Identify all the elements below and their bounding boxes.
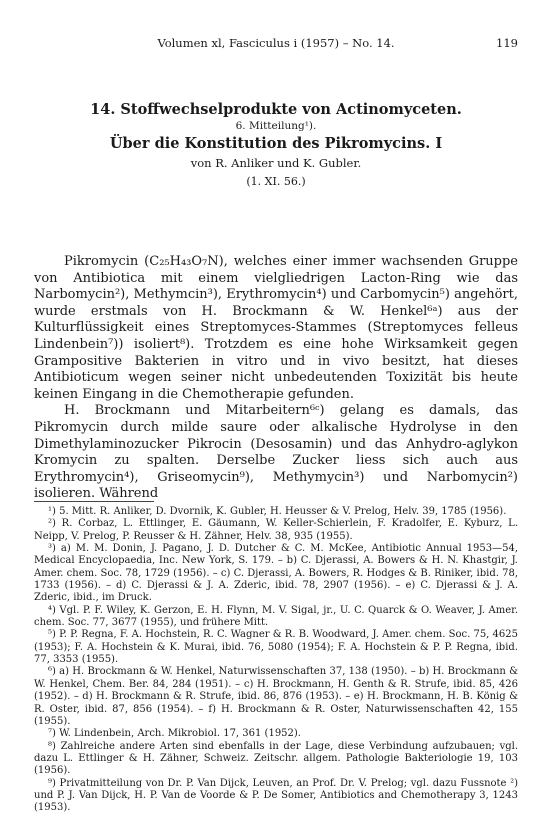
article-title-block	[34, 100, 518, 191]
footnote: ⁴) Vgl. P. F. Wiley, K. Gerzon, E. H. Flynn, M. V. Sigal, jr., U. C. Quarck & O. Weaver, J. Amer. chem. Soc. 77, 3677 (1955), und frühere Mitt.	[34, 604, 518, 629]
article-series-title: 14. Stoffwechselprodukte von Actinomyceten.	[90, 101, 462, 118]
footnote: ⁶) a) H. Brockmann & W. Henkel, Naturwissenschaften 37, 138 (1950). – b) H. Brockmann & W. Henkel, Chem. Ber. 84, 284 (1951). – c) H. Brockmann, H. Genth & R. Strufe, ibid. 85, 426 (1952). – d) H. Brockmann & R. Strufe, ibid. 86, 876 (1953). – e) H. Brockmann, H. B. König & R. Oster, ibid. 87, 856 (1954). – f) H. Brockmann & R. Oster, Naturwissenschaften 42, 155 (1955).	[34, 666, 518, 727]
footnote: ⁵) P. P. Regna, F. A. Hochstein, R. C. Wagner & R. B. Woodward, J. Amer. chem. Soc. 75, 4625 (1953); F. A. Hochstein & K. Murai, ibid. 76, 5080 (1954); F. A. Hochstein & P. P. Regna, ibid. 77, 3353 (1955).	[34, 629, 518, 666]
body-paragraph: Pikromycin (C₂₅H₄₃O₇N), welches einer immer wachsenden Gruppe von Antibiotica mit einem vielgliedrigen Lacton-Ring wie das Narbomycin²), Methymcin³), Erythromycin⁴) und Carbomycin⁵) angehört, wurde erstmals von H. Brockmann & W. Henkel⁶ᵃ) aus der Kulturflüssigkeit eines Streptomyces-Stammes (Streptomyces felleus Lindenbein⁷)) isoliert⁸). Trotzdem es eine hohe Wirksamkeit gegen Grampositive Bakterien in vitro und in vivo besitzt, hat dieses Antibioticum wegen seiner nicht unbedeutenden Toxizität bis heute keinen Eingang in die Chemotherapie gefunden.	[34, 254, 518, 402]
footnotes	[34, 506, 518, 815]
footnote-divider	[34, 501, 154, 502]
article-authors: von R. Anliker und K. Gubler.	[190, 156, 362, 170]
body-paragraph: H. Brockmann und Mitarbeitern⁶ᶜ) gelang es damals, das Pikromycin durch milde saure oder alkalische Hydrolyse in den Dimethylaminozucker Pikrocin (Desosamin) und das Anhydro-aglykon Kromycin zu spalten. Derselbe Zucker liess sich auch aus Erythromycin⁴), Griseomycin⁹), Methymycin³) und Narbomycin²) isolieren. Während	[34, 403, 518, 502]
footnote: ⁸) Zahlreiche andere Arten sind ebenfalls in der Lage, diese Verbindung aufzubauen; vgl. dazu L. Ettlinger & H. Zähner, Schweiz. Zeitschr. allgem. Pathologie Bakteriologie 19, 103 (1956).	[34, 740, 518, 777]
footnote: ³) a) M. M. Donin, J. Pagano, J. D. Dutcher & C. M. McKee, Antibiotic Annual 1953—54, Medical Encyclopaedia, Inc. New York, S. 179. – b) C. Djerassi, A. Bowers & H. N. Khastgir, J. Amer. chem. Soc. 78, 1729 (1956). – c) C. Djerassi, A. Bowers, R. Hodges & B. Riniker, ibid. 78, 1733 (1956). – d) C. Djerassi & J. A. Zderic, ibid. 78, 2907 (1956). – e) C. Djerassi & J. A. Zderic, ibid., im Druck.	[34, 543, 518, 604]
footnote: ⁷) W. Lindenbein, Arch. Mikrobiol. 17, 361 (1952).	[48, 728, 301, 740]
footnote: ⁹) Privatmitteilung von Dr. P. Van Dijck, Leuven, an Prof. Dr. V. Prelog; vgl. dazu Fussnote ²) und P. J. Van Dijck, H. P. Van de Voorde & P. De Somer, Antibiotics and Chemotherapy 3, 1243 (1953).	[34, 777, 518, 814]
article-date: (1. XI. 56.)	[246, 175, 306, 188]
page-number: 119	[496, 36, 518, 50]
article-communication: 6. Mitteilung¹).	[235, 120, 317, 132]
footnote: ²) R. Corbaz, L. Ettlinger, E. Gäumann, W. Keller-Schierlein, F. Kradolfer, E. Kyburz, L. Neipp, V. Prelog, P. Reusser & H. Zähner, Helv. 38, 935 (1955).	[34, 518, 518, 542]
running-title: Volumen xl, Fasciculus i (1957) – No. 14.	[157, 36, 395, 50]
footnote: ¹) 5. Mitt. R. Anliker, D. Dvornik, K. Gubler, H. Heusser & V. Prelog, Helv. 39, 1785 (1956).	[48, 506, 507, 517]
article-title: Über die Konstitution des Pikromycins. I	[109, 135, 443, 152]
running-header	[34, 36, 518, 54]
article-body	[34, 254, 518, 503]
